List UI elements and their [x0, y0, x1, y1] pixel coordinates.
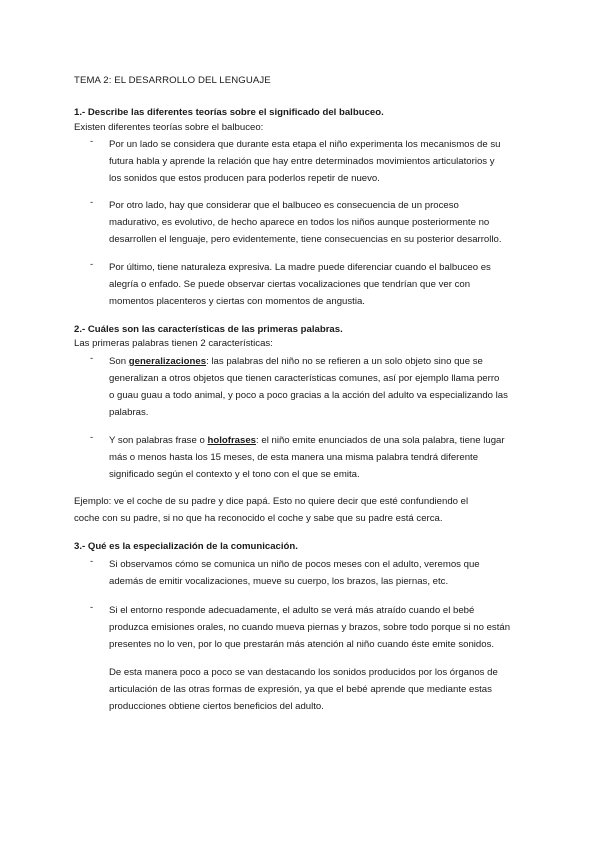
bullet-dash: - [90, 602, 94, 613]
text-line: presentes no lo ven, por lo que prestarán más atención al niño cuando éste emite sonidos. [109, 639, 495, 650]
text-line: generalizan a otros objetos que tienen características comunes, así por ejemplo llama perro [109, 373, 500, 384]
document-title: TEMA 2: EL DESARROLLO DEL LENGUAJE [74, 75, 271, 86]
text-line: palabras. [109, 407, 149, 418]
text-line: Por otro lado, hay que considerar que el balbuceo es consecuencia de un proceso [109, 200, 459, 211]
text-line: los sonidos que estos producen para poderlos repetir de nuevo. [109, 173, 380, 184]
bullet-dash: - [90, 259, 94, 270]
text-line: alegría o enfado. Se puede observar ciertas vocalizaciones que tendrían que ver con [109, 279, 471, 290]
text-line: De esta manera poco a poco se van destacando los sonidos producidos por los órganos de [109, 667, 498, 678]
text-line: coche con su padre, si no que ha reconocido el coche y sabe que su padre está cerca. [74, 513, 443, 524]
term-holofrases: holofrases [207, 435, 257, 446]
bullet-dash: - [90, 136, 94, 147]
section-2-example [74, 493, 534, 527]
bullet-text [109, 353, 533, 421]
bullet-text [109, 136, 533, 187]
section-2-intro: Las primeras palabras tienen 2 características: [74, 338, 273, 349]
text-line: momentos placenteros y ciertas con momentos de angustia. [109, 296, 365, 307]
section-3-closing [109, 664, 539, 715]
bullet-text [109, 556, 533, 590]
bullet-dash: - [90, 197, 94, 208]
text-fragment: : las palabras del niño no se refieren a un solo objeto sino que se [206, 356, 483, 367]
text-fragment: Son [109, 356, 129, 367]
bullet-dash: - [90, 432, 94, 443]
bullet-dash: - [90, 556, 94, 567]
section-3-heading: 3.- Qué es la especialización de la comunicación. [74, 541, 298, 552]
text-line: Ejemplo: ve el coche de su padre y dice papá. Esto no quiere decir que esté confundiendo el [74, 496, 469, 507]
text-line: futura habla y aprende la relación que hay entre determinados movimientos articulatorios y [109, 156, 495, 167]
text-line: desarrollen el lenguaje, pero evidentemente, tiene consecuencias en su posterior desarrollo. [109, 234, 502, 245]
text-fragment: : el niño emite enunciados de una sola palabra, tiene lugar [256, 435, 505, 446]
section-1-heading: 1.- Describe las diferentes teorías sobre el significado del balbuceo. [74, 107, 384, 118]
text-line: más o menos hasta los 15 meses, de esta manera una misma palabra tendrá diferente [109, 452, 479, 463]
text-line: significado según el contexto y el tono con el que se emita. [109, 469, 360, 480]
text-line [109, 432, 533, 449]
bullet-text [109, 432, 533, 483]
section-2-heading: 2.- Cuáles son las características de las primeras palabras. [74, 324, 343, 335]
bullet-text [109, 259, 533, 310]
text-line: además de emitir vocalizaciones, mueve su cuerpo, los brazos, las piernas, etc. [109, 576, 449, 587]
text-line: Por último, tiene naturaleza expresiva. La madre puede diferenciar cuando el balbuceo es [109, 262, 491, 273]
text-line: Si observamos cómo se comunica un niño de pocos meses con el adulto, veremos que [109, 559, 480, 570]
bullet-text [109, 197, 533, 248]
bullet-dash: - [90, 353, 94, 364]
text-line [109, 353, 533, 370]
text-line: Por un lado se considera que durante esta etapa el niño experimenta los mecanismos de su [109, 139, 501, 150]
text-line: articulación de las otras formas de expresión, ya que el bebé aprende que mediante estas [109, 684, 492, 695]
section-1-intro: Existen diferentes teorías sobre el balbuceo: [74, 122, 264, 133]
text-line: o guau guau a todo animal, y poco a poco gracias a la acción del adulto va especializando las [109, 390, 508, 401]
term-generalizaciones: generalizaciones [128, 356, 207, 367]
bullet-text [109, 602, 533, 653]
text-line: Si el entorno responde adecuadamente, el adulto se verá más atraído cuando el bebé [109, 605, 475, 616]
text-line: producciones obtiene ciertos beneficios del adulto. [109, 701, 324, 712]
text-line: produzca emisiones orales, no cuando mueva piernas y brazos, sobre todo porque si no están [109, 622, 511, 633]
text-fragment: Y son palabras frase o [109, 435, 208, 446]
text-line: madurativo, es evolutivo, de hecho aparece en todos los niños aunque posteriormente no [109, 217, 490, 228]
